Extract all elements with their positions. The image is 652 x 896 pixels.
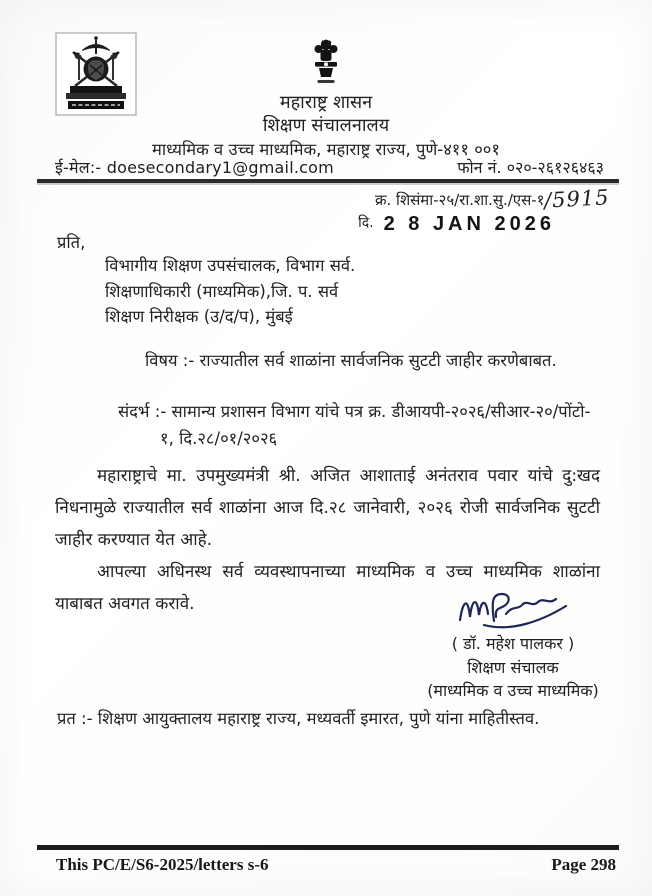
date-line: [358, 213, 555, 236]
signatory-title: शिक्षण संचालक: [467, 657, 559, 677]
date-stamp: 2 8 JAN 2026: [383, 213, 555, 235]
reference-note-line1: [118, 398, 598, 425]
directorate-title: शिक्षण संचालनालय: [262, 115, 390, 136]
footer: [56, 855, 616, 875]
reference-number: [358, 185, 611, 213]
reference-note: [118, 398, 598, 452]
email-address: doesecondary1@gmail.com: [106, 158, 334, 177]
reference-block: [358, 185, 611, 236]
signature-block: [408, 590, 618, 703]
footer-file-path: This PC/E/S6-2025/letters s-6: [56, 855, 269, 874]
government-title: महाराष्ट्र शासन: [279, 92, 373, 113]
email-line: [55, 156, 334, 178]
signatory-name: ( डॉ. महेश पालकर ): [451, 634, 575, 653]
subject-text: राज्यातील सर्व शाळांना सार्वजनिक सुटटी जाहीर करणेबाबत.: [199, 351, 557, 370]
office-address: माध्यमिक व उच्च माध्यमिक, महाराष्ट्र राज्य, पुणे-४११ ००१: [152, 140, 500, 159]
email-label: ई-मेल:-: [55, 158, 102, 177]
reference-note-line2: १, दि.२८/०१/२०२६: [160, 429, 278, 448]
copy-to-line: प्रत :- शिक्षण आयुक्तालय महाराष्ट्र राज्य, मध्यवर्ती इमारत, पुणे यांना माहितीस्तव.: [57, 709, 540, 728]
phone-number: फोन नं. ०२०-२६१२६४६३: [457, 158, 604, 177]
signature-icon: [450, 590, 576, 630]
signatory-subtitle: (माध्यमिक व उच्च माध्यमिक): [427, 681, 599, 700]
reference-note-label: संदर्भ :-: [118, 402, 167, 421]
footer-divider: [37, 845, 619, 850]
reference-note-text: सामान्य प्रशासन विभाग यांचे पत्र क्र. डीआयपी-२०२६/सीआर-२०/पोंटो-: [171, 402, 591, 421]
subject-line: [145, 348, 557, 371]
recipient-line: शिक्षण निरीक्षक (उ/द/प), मुंबई: [105, 307, 293, 326]
body-paragraph-1: महाराष्ट्राचे मा. उपमुख्यमंत्री श्री. अजित आशाताई अनंतराव पवार यांचे दु:खद निधनामुळे राज्यातील सर्व शाळांना आज दि.२८ जानेवारी, २०२६ रोजी सार्वजनिक सुटटी जाहीर करण्यात येत आहे.: [55, 466, 600, 550]
reference-number-handwritten: /5915: [543, 185, 611, 213]
footer-page-number: Page 298: [551, 855, 616, 874]
header-divider: [37, 179, 619, 183]
subject-label: विषय :-: [145, 351, 195, 370]
recipient-salutation: प्रति,: [57, 233, 86, 252]
ashoka-emblem-icon: [308, 36, 344, 92]
recipient-list: [105, 253, 355, 330]
contact-row: [55, 156, 604, 178]
recipient-line: शिक्षणाधिकारी (माध्यमिक),जि. प. सर्व: [105, 281, 339, 301]
reference-number-printed: क्र. शिसंमा-२५/रा.शा.सु./एस-१: [375, 191, 545, 209]
body-paragraph-2: आपल्या अधिनस्थ सर्व व्यवस्थापनाच्या माध्यमिक व उच्च माध्यमिक शाळांना याबाबत अवगत करावे.: [55, 562, 600, 614]
recipient-line: विभागीय शिक्षण उपसंचालक, विभाग सर्व.: [105, 256, 356, 275]
date-label: दि.: [358, 215, 374, 231]
